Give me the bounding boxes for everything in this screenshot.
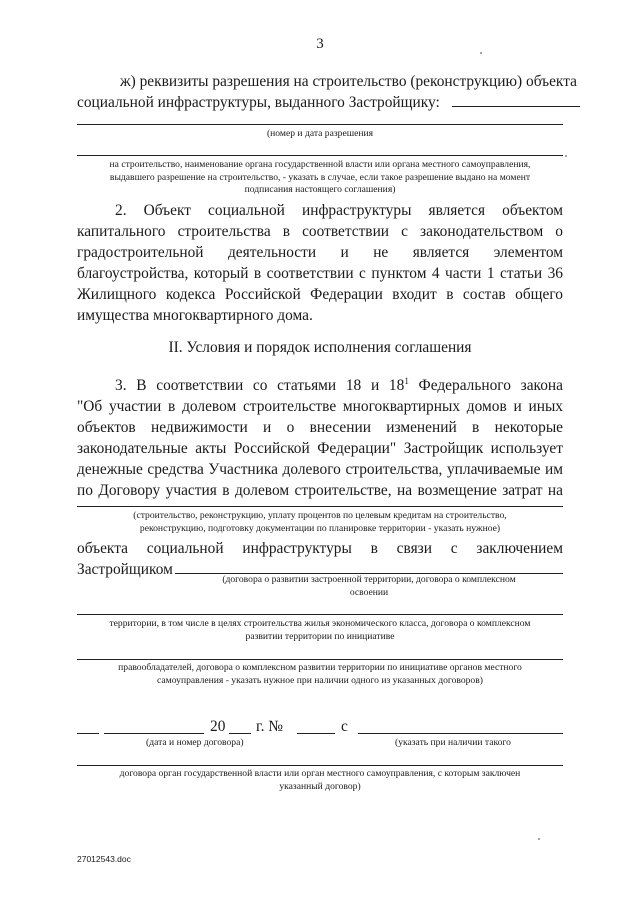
year-prefix: 20 xyxy=(210,718,226,735)
item-2-line: благоустройства, который в соответствии с пунктом 4 части 1 статьи 36 xyxy=(77,265,563,282)
day-fill-line xyxy=(77,733,99,734)
agreement-caption-line: (договора о развитии застроенной территории, договора о комплексном xyxy=(222,574,516,585)
item-2-line: градостроительной деятельности и не является элементом xyxy=(77,244,563,261)
counterparty-fill-line xyxy=(358,733,563,734)
if-any-caption: (указать при наличии такого xyxy=(395,737,511,748)
territory-caption xyxy=(77,618,563,643)
item-3-paragraph xyxy=(77,375,563,501)
territory-caption-line: территории, в том числе в целях строительства жилья экономического класса, договора о комплексном xyxy=(109,618,531,629)
rightholders-caption-line: правообладателей, договора о комплексном развитии территории по инициативе органов местного xyxy=(118,662,522,673)
authority-caption xyxy=(77,768,563,793)
authority-rule xyxy=(77,765,563,766)
section-heading: II. Условия и порядок исполнения соглашения xyxy=(168,339,472,356)
item-3-line1-before: 3. В соответствии со статьями 18 и 18 xyxy=(115,377,405,394)
costs-rule xyxy=(77,506,563,507)
item-2-line: капитального строительства в соответствии с законодательством о xyxy=(77,223,563,240)
authority-caption-line: договора орган государственной власти или орган местного самоуправления, с которым заключен xyxy=(119,768,521,779)
number-label: г. № xyxy=(256,718,283,735)
object-line: объекта социальной инфраструктуры в связи с заключением xyxy=(77,540,563,557)
permit-rule-2 xyxy=(77,155,563,156)
authority-caption-line: указанный договор) xyxy=(279,780,361,792)
item-zh-line2-text: социальной инфраструктуры, выданного Застройщику: xyxy=(77,94,440,111)
page-number: 3 xyxy=(316,36,324,52)
with-label: с xyxy=(341,718,348,735)
rightholders-caption-line: самоуправления - указать нужное при наличии одного из указанных договоров) xyxy=(157,674,483,686)
item-3-line: по Договору участия в долевом строительстве, на возмещение затрат на xyxy=(77,482,563,499)
date-number-caption: (дата и номер договора) xyxy=(146,737,244,748)
permit-fill-line xyxy=(452,92,580,107)
item-3-line: объектов недвижимости и о внесении изменений в некоторые xyxy=(77,419,563,436)
item-3-line1-after: Федерального закона xyxy=(408,377,563,394)
costs-caption xyxy=(77,510,563,535)
permit-rule xyxy=(77,124,563,125)
agreement-caption xyxy=(175,574,563,599)
scan-speck xyxy=(565,155,567,157)
file-name-footer: 27012543.doc xyxy=(77,854,131,864)
item-3-line: "Об участии в долевом строительстве многоквартирных домов и иных xyxy=(77,398,563,415)
item-3-line-1 xyxy=(77,375,563,396)
permit-caption-2-line: подписания настоящего соглашения) xyxy=(244,184,396,195)
item-2-line: Жилищного кодекса Российской Федерации входит в состав общего xyxy=(77,286,563,303)
scan-speck xyxy=(538,838,540,840)
permit-caption-2-line: на строительство, наименование органа государственной власти или органа местного самоуправления, xyxy=(109,159,531,170)
scan-speck xyxy=(480,52,482,54)
month-fill-line xyxy=(104,733,204,734)
rightholders-rule xyxy=(77,659,563,660)
item-3-line: денежные средства Участника долевого строительства, уплачиваемые им xyxy=(77,461,563,478)
territory-caption-line: развитии территории по инициативе xyxy=(245,630,395,642)
item-3-line: законодательные акты Российской Федерации" Застройщик использует xyxy=(77,440,563,457)
article-superscript: 1 xyxy=(404,376,409,386)
territory-rule xyxy=(77,614,563,615)
permit-caption-2-line: выдавшего разрешение на строительство, - указать в случае, если такое разрешение выдано на момент xyxy=(109,171,531,183)
rightholders-caption xyxy=(77,662,563,687)
item-2-last-line: имущества многоквартирного дома. xyxy=(77,307,313,324)
permit-caption-1: (номер и дата разрешения xyxy=(266,128,374,139)
number-fill-line xyxy=(297,733,335,734)
item-zh-line2 xyxy=(77,92,580,113)
year-fill-line xyxy=(229,733,251,734)
costs-caption-line: (строительство, реконструкцию, уплату процентов по целевым кредитам на строительство, xyxy=(133,510,507,521)
item-2-paragraph xyxy=(77,200,563,326)
permit-caption-2 xyxy=(77,159,563,197)
costs-caption-line: реконструкцию, подготовку документации по планировке территории - указать нужное) xyxy=(139,522,501,534)
item-zh-line1: ж) реквизиты разрешения на строительство (реконструкцию) объекта xyxy=(120,73,577,90)
item-2-line: 2. Объект социальной инфраструктуры является объектом xyxy=(115,202,563,219)
agreement-caption-line: освоении xyxy=(349,586,389,598)
developer-label: Застройщиком xyxy=(77,561,173,578)
